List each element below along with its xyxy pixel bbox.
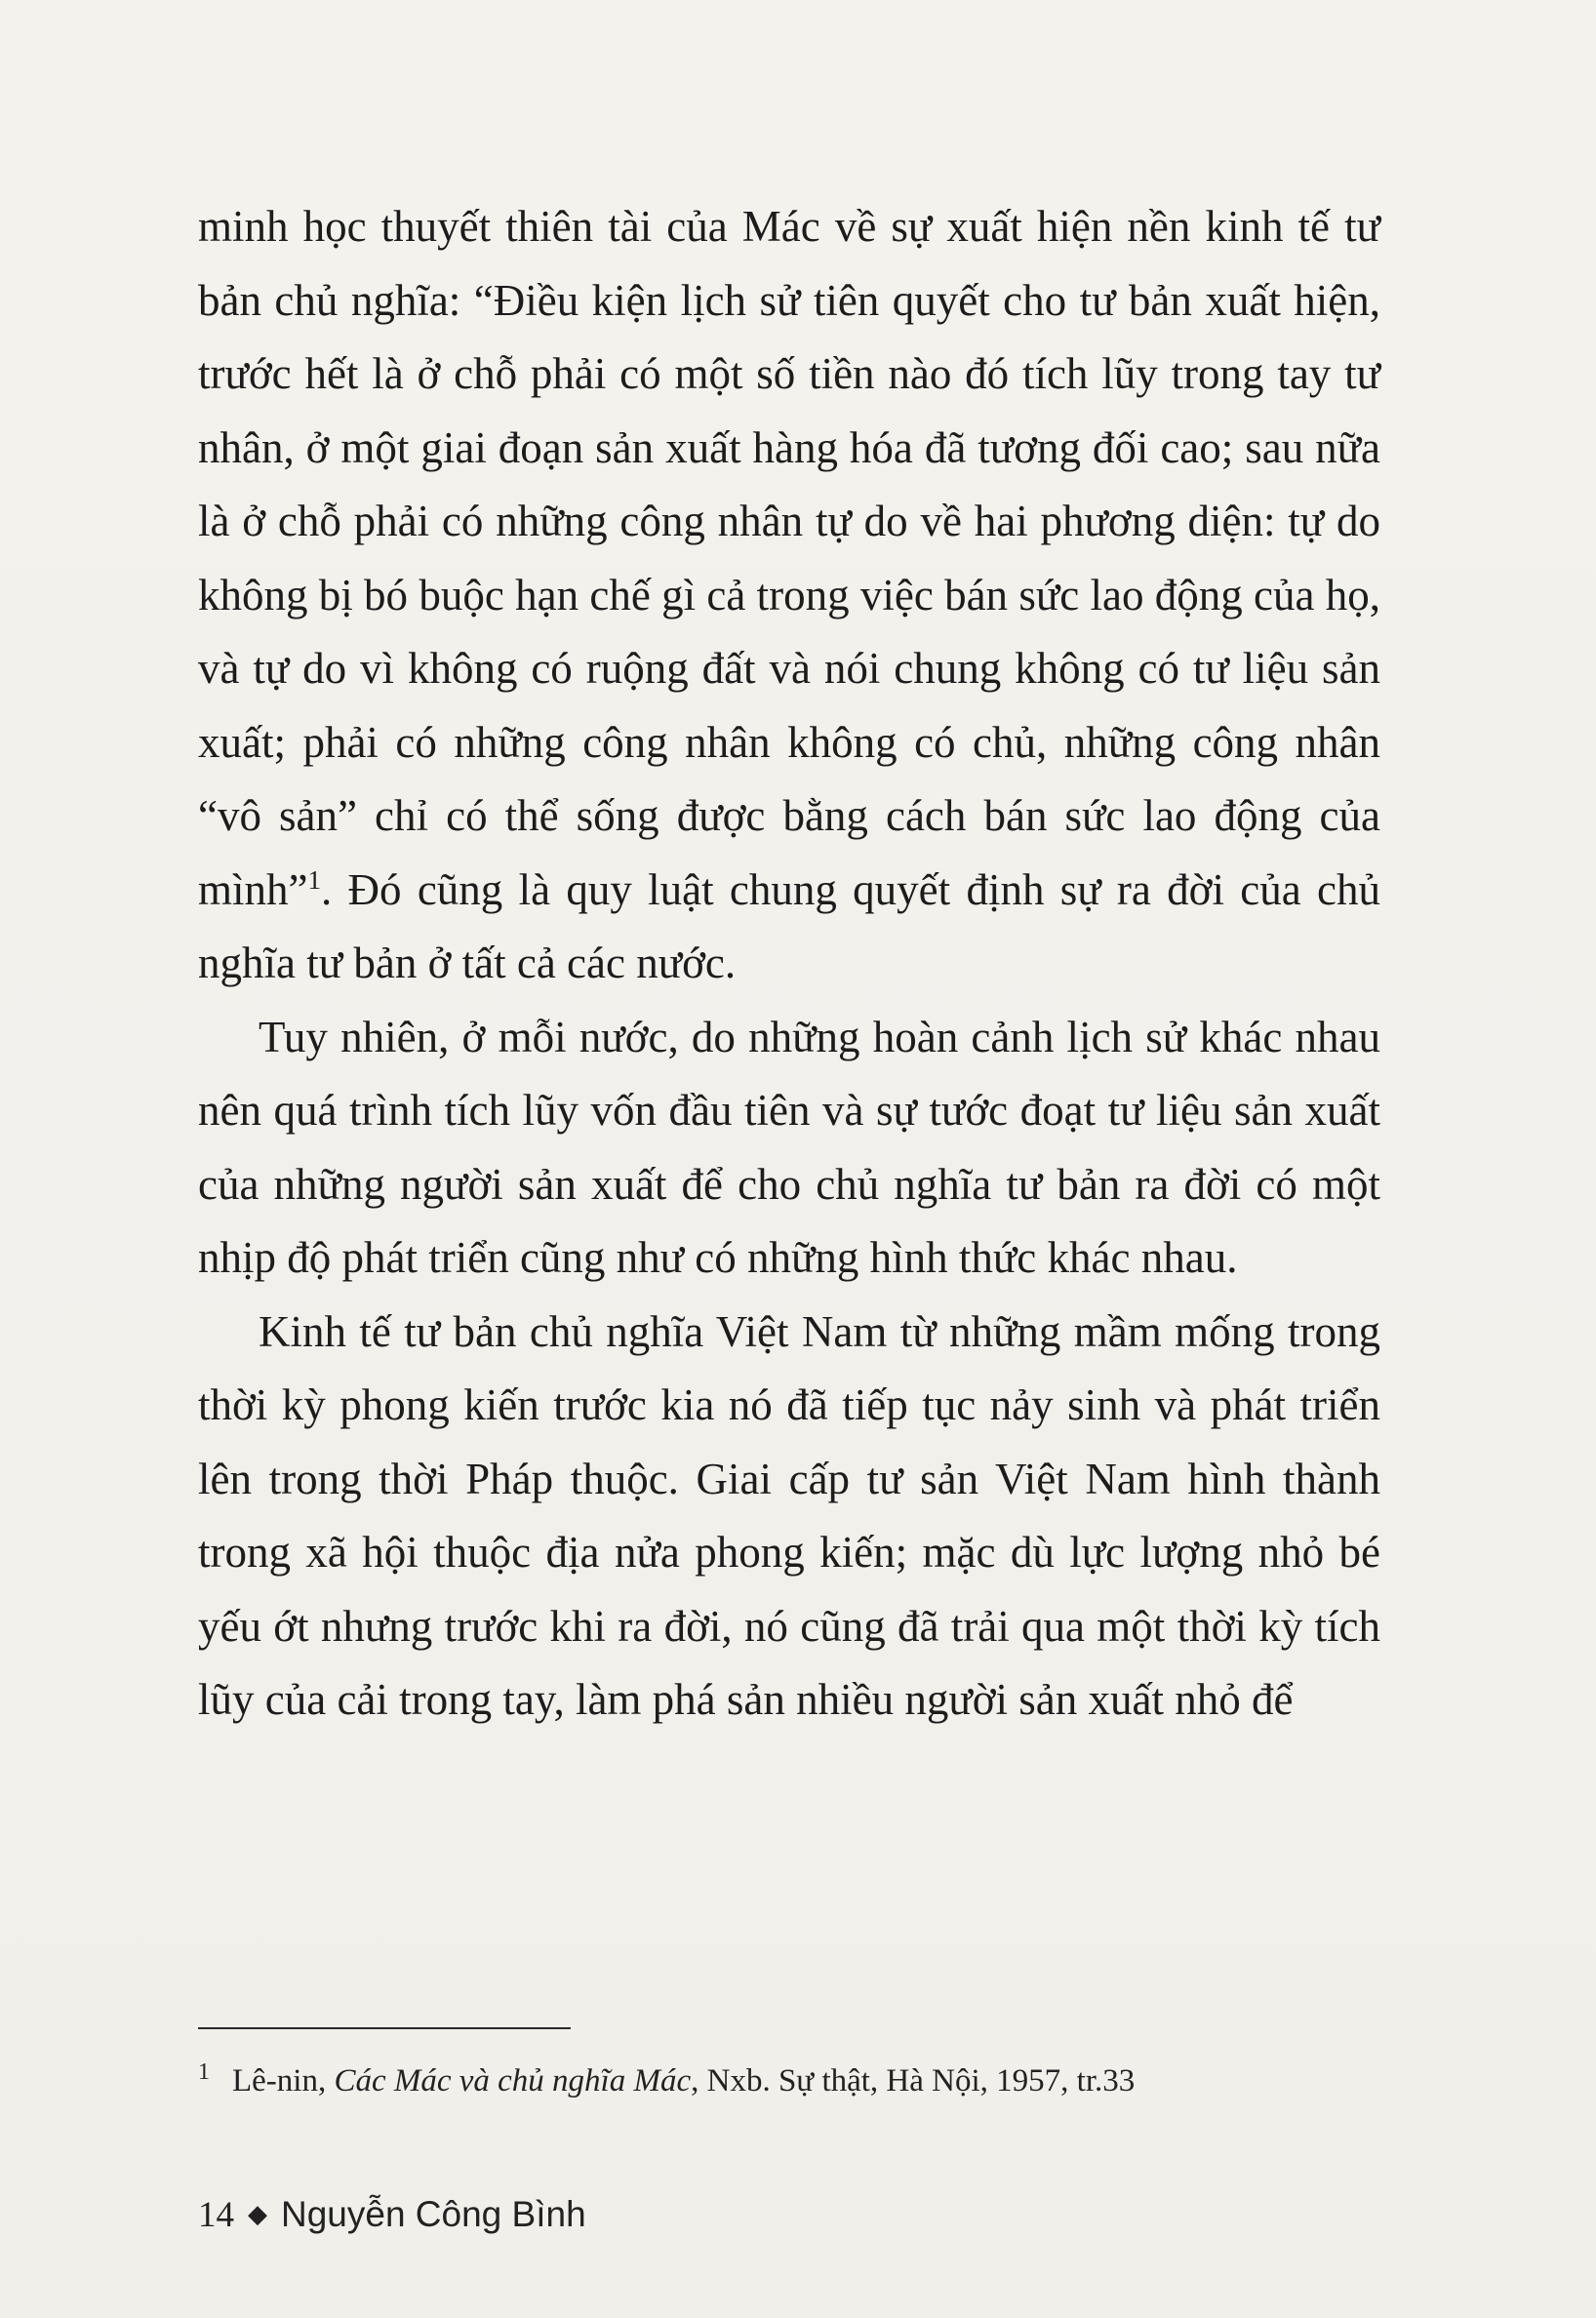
- paragraph-1-text-cont: . Đó cũng là quy luật chung quyết định sự ra đời của chủ nghĩa tư bản ở tất cả các nước.: [198, 864, 1380, 987]
- footnote-title: Các Mác và chủ nghĩa Mác: [334, 2063, 692, 2098]
- body-text: [198, 190, 1380, 1738]
- footnote-author: Lê-nin,: [232, 2063, 335, 2098]
- footer-author: Nguyễn Công Bình: [281, 2194, 586, 2234]
- footnote: [198, 2050, 1380, 2103]
- diamond-bullet-icon: ◆: [248, 2199, 267, 2228]
- page-footer: [198, 2189, 586, 2240]
- footnote-number: 1: [198, 2059, 210, 2085]
- page-number: 14: [198, 2195, 234, 2235]
- footnote-divider: [198, 2027, 571, 2029]
- paragraph-1: [198, 190, 1380, 1001]
- paragraph-1-text: minh học thuyết thiên tài của Mác về sự xuất hiện nền kinh tế tư bản chủ nghĩa: “Điều kiện lịch sử tiên quyết cho tư bản xuất hiện, trước hết là ở chỗ phải có một số tiền nào đó tích lũy trong tay tư nhân, ở một giai đoạn sản xuất hàng hóa đã tương đối cao; sau nữa là ở chỗ phải có những công nhân tự do về hai phương diện: tự do không bị bó buộc hạn chế gì cả trong việc bán sức lao động của họ, và tự do vì không có ruộng đất và nói chung không có tư liệu sản xuất; phải có những công nhân không có chủ, những công nhân “vô sản” chỉ có thể sống được bằng cách bán sức lao động của mình”: [198, 202, 1380, 914]
- paragraph-2: Tuy nhiên, ở mỗi nước, do những hoàn cảnh lịch sử khác nhau nên quá trình tích lũy vốn đầu tiên và sự tước đoạt tư liệu sản xuất của những người sản xuất để cho chủ nghĩa tư bản ra đời có một nhịp độ phát triển cũng như có những hình thức khác nhau.: [198, 1012, 1380, 1282]
- footnote-publication: , Nxb. Sự thật, Hà Nội, 1957, tr.33: [691, 2063, 1136, 2098]
- paragraph-3: Kinh tế tư bản chủ nghĩa Việt Nam từ những mầm mống trong thời kỳ phong kiến trước kia nó đã tiếp tục nảy sinh và phát triển lên trong thời Pháp thuộc. Giai cấp tư sản Việt Nam hình thành trong xã hội thuộc địa nửa phong kiến; mặc dù lực lượng nhỏ bé yếu ớt nhưng trước khi ra đời, nó cũng đã trải qua một thời kỳ tích lũy của cải trong tay, làm phá sản nhiều người sản xuất nhỏ để: [198, 1306, 1380, 1724]
- footnote-reference: 1: [307, 864, 321, 895]
